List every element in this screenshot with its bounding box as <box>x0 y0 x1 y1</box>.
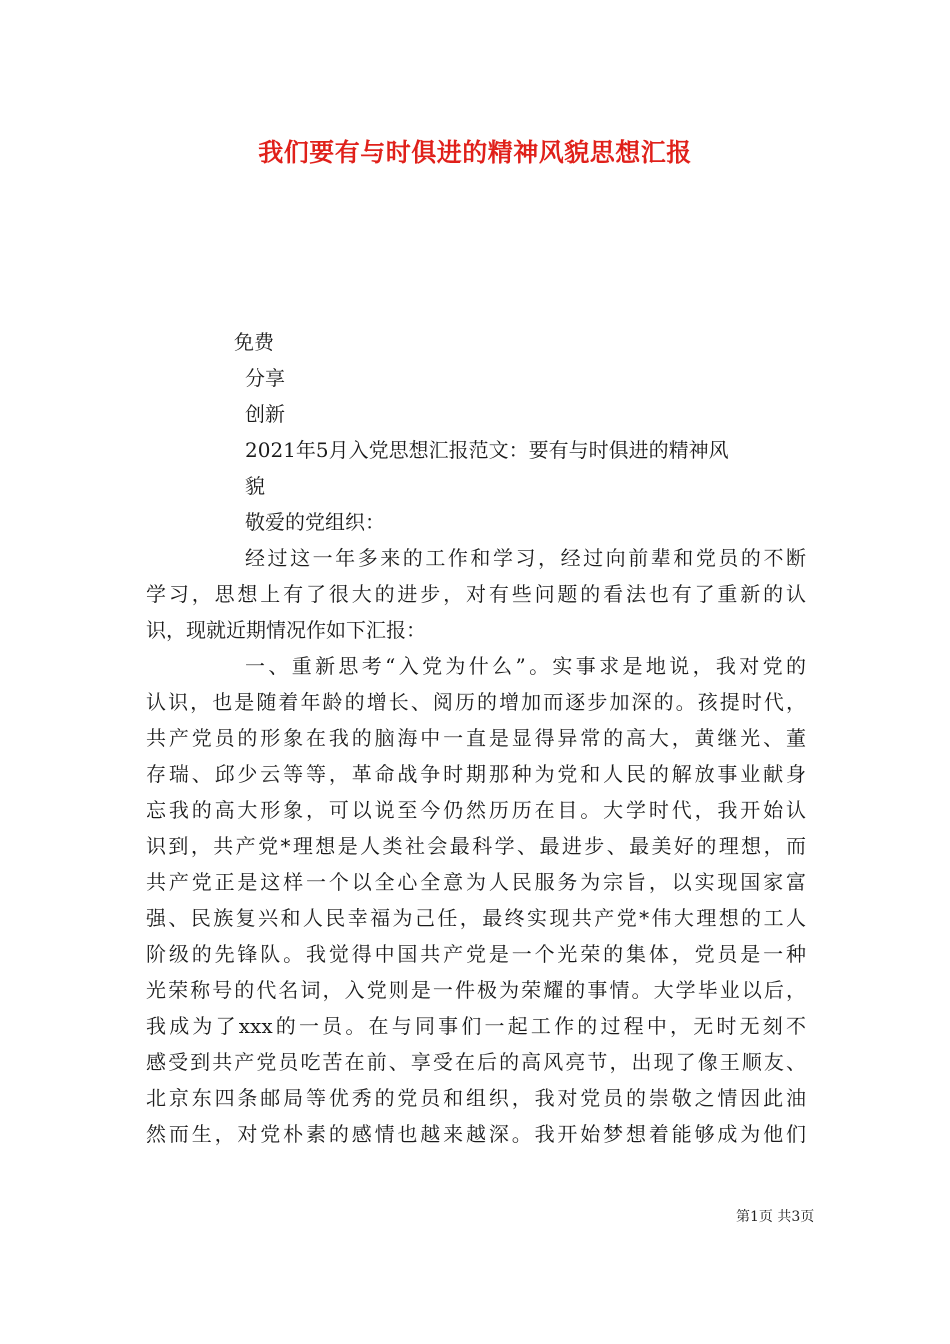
paragraph-line: 认识，也是随着年龄的增长、阅历的增加而逐步加深的。孩提时代， <box>146 690 806 714</box>
paragraph-line: 北京东四条邮局等优秀的党员和组织，我对党员的崇敬之情因此油 <box>146 1086 806 1110</box>
subtitle-line-1: 2021年5月入党思想汇报范文：要有与时俱进的精神风 <box>245 438 729 462</box>
paragraph-line: 我成为了xxx的一员。在与同事们一起工作的过程中，无时无刻不 <box>146 1014 806 1038</box>
subtitle-line-2: 貌 <box>245 474 265 498</box>
header-line-free: 免费 <box>234 330 274 354</box>
paragraph-line: 共产党正是这样一个以全心全意为人民服务为宗旨，以实现国家富 <box>146 870 806 894</box>
header-line-innovate: 创新 <box>245 402 285 426</box>
paragraph-line: 忘我的高大形象，可以说至今仍然历历在目。大学时代，我开始认 <box>146 798 806 822</box>
paragraph-line: 经过这一年多来的工作和学习，经过向前辈和党员的不断 <box>245 546 806 570</box>
paragraph-line: 识，现就近期情况作如下汇报： <box>146 618 426 642</box>
header-line-share: 分享 <box>245 366 285 390</box>
paragraph-line: 共产党员的形象在我的脑海中一直是显得异常的高大，黄继光、董 <box>146 726 806 750</box>
salutation: 敬爱的党组织： <box>245 510 385 534</box>
paragraph-line: 阶级的先锋队。我觉得中国共产党是一个光荣的集体，党员是一种 <box>146 942 806 966</box>
paragraph-line: 感受到共产党员吃苦在前、享受在后的高风亮节，出现了像王顺友、 <box>146 1050 806 1074</box>
page-footer: 第1页 共3页 <box>736 1209 815 1225</box>
document-title: 我们要有与时俱进的精神风貌思想汇报 <box>258 138 692 167</box>
paragraph-line: 光荣称号的代名词，入党则是一件极为荣耀的事情。大学毕业以后， <box>146 978 806 1002</box>
paragraph-line: 然而生，对党朴素的感情也越来越深。我开始梦想着能够成为他们 <box>146 1122 806 1146</box>
paragraph-line: 强、民族复兴和人民幸福为己任，最终实现共产党*伟大理想的工人 <box>146 906 806 930</box>
paragraph-line: 存瑞、邱少云等等，革命战争时期那种为党和人民的解放事业献身 <box>146 762 806 786</box>
paragraph-line: 学习，思想上有了很大的进步，对有些问题的看法也有了重新的认 <box>146 582 806 606</box>
paragraph-line: 识到，共产党*理想是人类社会最科学、最进步、最美好的理想，而 <box>146 834 806 858</box>
paragraph-line: 一、重新思考“入党为什么”。实事求是地说，我对党的 <box>245 654 806 678</box>
